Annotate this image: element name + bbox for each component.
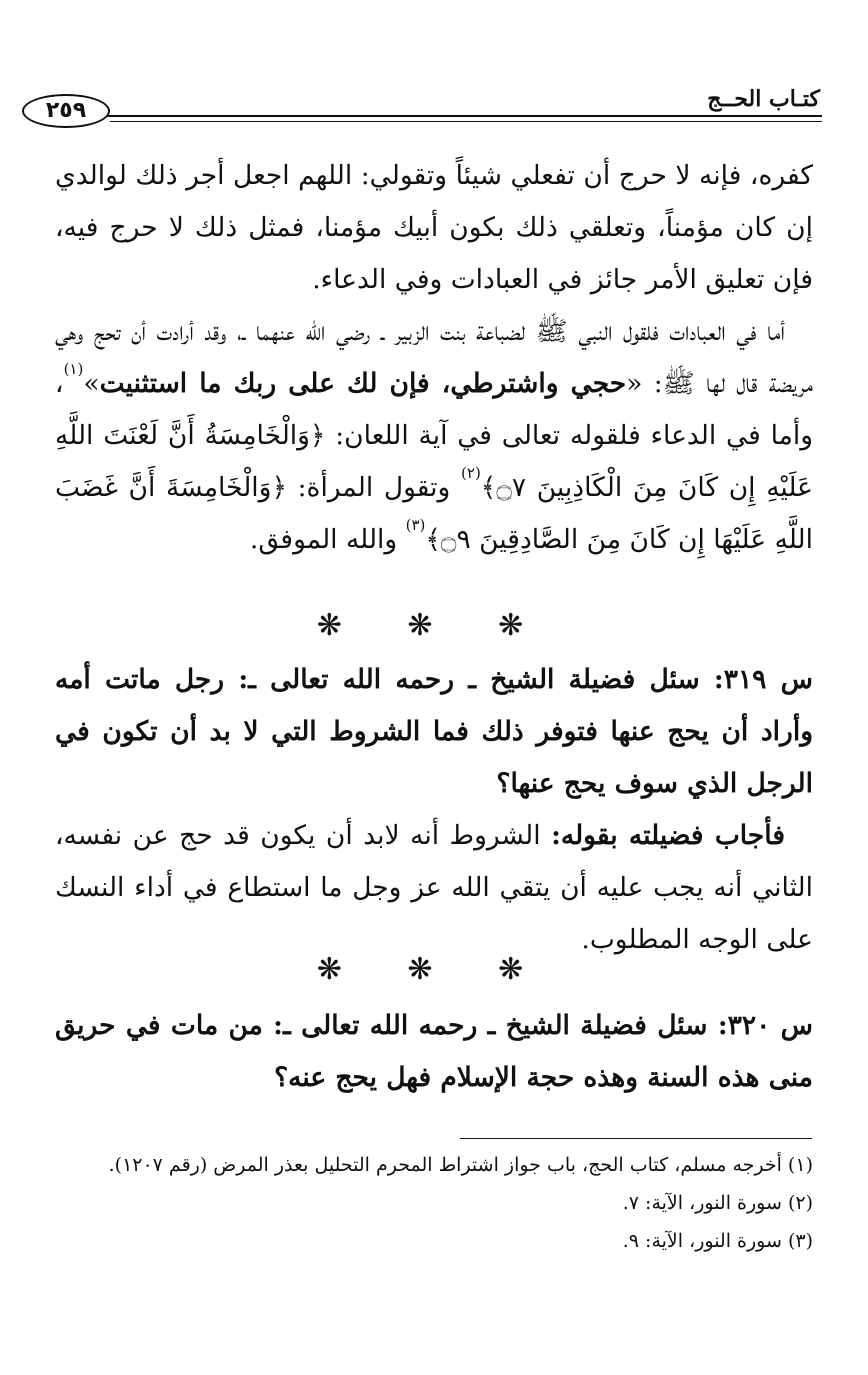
paragraph-2-text-b: » <box>83 368 100 399</box>
footnote-1: (١) أخرجه مسلم، كتاب الحج، باب جواز اشتراط المحرم التحليل بعذر المرض (رقم ١٢٠٧). <box>108 1154 813 1176</box>
paragraph-2-text-e: والله الموفق. <box>249 524 406 555</box>
footnote-2: (٢) سورة النور، الآية: ٧. <box>622 1192 813 1214</box>
answer-319-text: الشروط أنه لابد أن يكون قد حج عن نفسه، الثاني أنه يجب عليه أن يتقي الله عز وجل ما استطاع في أداء النسك على الوجه المطلوب. <box>55 820 813 955</box>
question-320: س ٣٢٠: سئل فضيلة الشيخ ـ رحمه الله تعالى ـ: من مات في حريق منى هذه السنة وهذه حجة الإسلام فهل يحج عنه؟ <box>55 1010 814 1093</box>
header-rule-thin <box>110 121 822 122</box>
section-separator-2: ❋ ❋ ❋ <box>316 952 552 987</box>
footnote-3: (٣) سورة النور، الآية: ٩. <box>622 1230 813 1252</box>
section-separator: ❋ ❋ ❋ <box>316 608 552 643</box>
footnote-rule <box>460 1138 812 1139</box>
footnote-ref-2: (٢) <box>461 464 481 482</box>
footnote-ref-3: (٣) <box>405 516 426 534</box>
question-320-block <box>55 1000 813 1104</box>
answer-319-lead: فأجاب فضيلته بقوله: <box>551 820 785 851</box>
body-text-top <box>55 150 813 566</box>
paragraph-2-text-a: أما في العبادات فلقول النبي ﷺ لضباعة بنت الزبير ـ رضي الله عنهما ـ، وقد أرادت أن تحج وهي مريضة قال لها ﷺ: « <box>55 316 813 399</box>
paragraph-2-text-c: ، وأما في الدعاء فلقوله تعالى في آية اللعان: ﴿وَالْخَامِسَةُ أَنَّ لَعْنَتَ اللَّهِ عَلَيْهِ إِن كَانَ مِنَ الْكَاذِبِينَ ۝٧﴾ <box>55 368 813 503</box>
paragraph-1: كفره، فإنه لا حرج أن تفعلي شيئاً وتقولي: اللهم اجعل أجر ذلك لوالدي إن كان مؤمناً، وتعلقي ذلك بكون أبيك مؤمنا، فمثل ذلك لا حرج فيه، فإن تعليق الأمر جائز في العبادات وفي الدعاء. <box>55 160 813 295</box>
footnote-ref-1: (١) <box>63 360 84 378</box>
book-title: كتـاب الحــج <box>701 86 820 112</box>
header-rule <box>106 115 822 117</box>
footnotes <box>55 1146 813 1260</box>
paragraph-2-text-d: وتقول المرأة: ﴿وَالْخَامِسَةَ أَنَّ غَضَبَ اللَّهِ عَلَيْهَا إِن كَانَ مِنَ الصَّادِقِينَ ۝٩﴾ <box>55 472 813 555</box>
hadith-quote: حجي واشترطي، فإن لك على ربك ما استثنيت <box>99 368 627 399</box>
page-header <box>22 86 822 136</box>
answer-319 <box>55 810 813 966</box>
question-319-block <box>55 654 813 966</box>
question-319: س ٣١٩: سئل فضيلة الشيخ ـ رحمه الله تعالى ـ: رجل ماتت أمه وأراد أن يحج عنها فتوفر ذلك فما الشروط التي لا بد أن تكون في الرجل الذي سوف يحج عنها؟ <box>55 664 813 799</box>
page-number: ٢٥٩ <box>22 94 110 128</box>
paragraph-2 <box>55 306 813 566</box>
